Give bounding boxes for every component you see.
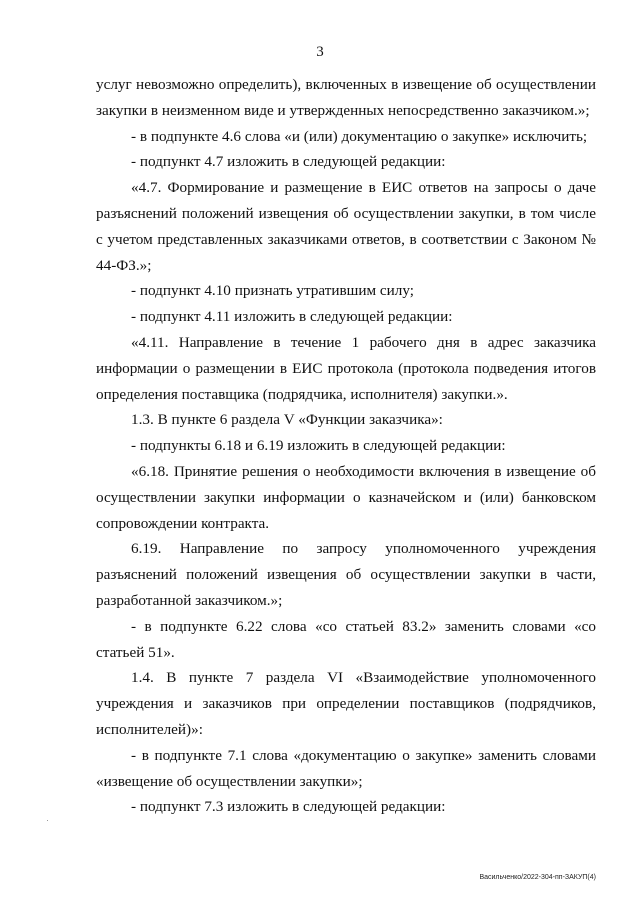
footer-reference: Васильченко/2022-304-пп-ЗАКУП(4)	[479, 874, 596, 881]
paragraph-continuation: услуг невозможно определить), включенных в извещение об осуществлении закупки в неизменном виде и утвержденных непосредственно заказчиком.»;	[96, 76, 596, 119]
paragraph-item: - в подпункте 4.6 слова «и (или) документацию о закупке» исключить;	[131, 127, 588, 145]
paragraph-item: - в подпункте 6.22 слова «со статьей 83.2» заменить словами «со статьей 51».	[96, 617, 596, 661]
paragraph-item: - подпункт 4.11 изложить в следующей редакции:	[131, 308, 453, 326]
paragraph-item: - в подпункте 7.1 слова «документацию о закупке» заменить словами «извещение об осуществлении закупки»;	[96, 746, 596, 790]
paragraph-quote: «6.18. Принятие решения о необходимости включения в извещение об осуществлении закупки информации о казначейском и (или) банковском сопровождении контракта.	[96, 462, 596, 532]
paragraph-quote: «4.7. Формирование и размещение в ЕИС ответов на запросы о даче разъяснений положений извещения об осуществлении закупки, в том числе с учетом представленных заказчиками ответов, в соответствии с Законом № 44-ФЗ.»;	[96, 179, 596, 274]
paragraph-section: 1.4. В пункте 7 раздела VI «Взаимодействие уполномоченного учреждения и заказчиков при определении поставщиков (подрядчиков, исполнителей)»:	[96, 669, 596, 738]
paragraph-quote: «4.11. Направление в течение 1 рабочего дня в адрес заказчика информации о размещении в ЕИС протокола (протокола подведения итогов определения поставщика (подрядчика, исполнителя) закупки.».	[96, 333, 596, 403]
page-number: 3	[316, 44, 324, 60]
paragraph-section: 1.3. В пункте 6 раздела V «Функции заказчика»:	[131, 411, 443, 429]
paragraph-item: - подпункт 4.10 признать утратившим силу;	[131, 282, 414, 300]
paragraph-item: - подпункт 7.3 изложить в следующей редакции:	[131, 798, 446, 816]
paragraph-item: - подпункт 4.7 изложить в следующей редакции:	[131, 153, 446, 171]
paragraph-quote: 6.19. Направление по запросу уполномоченного учреждения разъяснений положений извещения об осуществлении закупки в части, разработанной заказчиком.»;	[96, 540, 596, 609]
paragraph-item: - подпункты 6.18 и 6.19 изложить в следующей редакции:	[131, 437, 506, 455]
scan-speck	[47, 820, 48, 821]
document-body	[96, 72, 596, 820]
